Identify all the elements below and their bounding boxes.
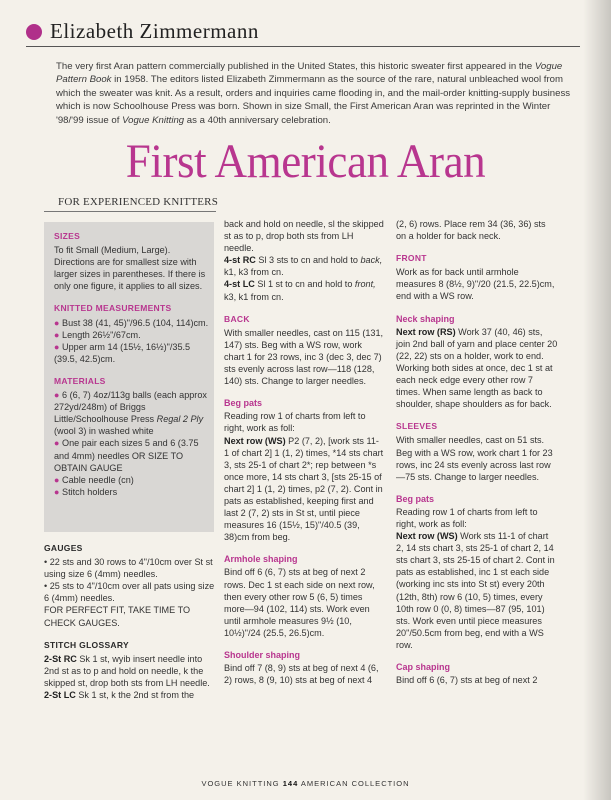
page-footer [0, 779, 611, 788]
measurement-item: ● Length 26½"/67cm. [54, 329, 141, 340]
author-header [20, 18, 580, 48]
gauge-item: • 22 sts and 30 rows to 4"/10cm over St st using size 6 (4mm) needles. [44, 557, 213, 580]
gauges-heading: GAUGES [44, 543, 83, 553]
glossary-4lc: 4-st LC Sl 1 st to cn and hold to front, k3, k1 from cn. [224, 279, 376, 302]
back-heading: BACK [224, 313, 250, 324]
measurements-heading: KNITTED MEASUREMENTS [54, 303, 172, 314]
specs-sidebar [54, 230, 210, 498]
column-2 [224, 218, 384, 686]
cap-heading: Cap shaping [396, 662, 451, 672]
material-item: ● One pair each sizes 5 and 6 (3.75 and 4mm) needles OR SIZE TO OBTAIN GAUGE [54, 438, 199, 473]
gauge-note: FOR PERFECT FIT, TAKE TIME TO CHECK GAUGES. [44, 605, 191, 628]
measurement-item: ● Bust 38 (41, 45)"/96.5 (104, 114)cm. [54, 317, 209, 328]
sleeve-beg-pats-text: Reading row 1 of charts from left to right, work as foll: [396, 506, 538, 529]
shoulder-continued: (2, 6) rows. Place rem 34 (36, 36) sts on a holder for back neck. [396, 219, 546, 242]
materials-heading: MATERIALS [54, 375, 106, 386]
armhole-heading: Armhole shaping [224, 554, 298, 565]
sizes-heading: SIZES [54, 231, 81, 241]
material-item: ● 6 (6, 7) 4oz/113g balls (each approx 272yd/248m) of Briggs Little/Schoolhouse Press Regal 2 Ply (wool 3) in washed white [54, 390, 207, 437]
sizes-text: To fit Small (Medium, Large). Directions are for smallest size with larger sizes in parentheses. If there is only one figure, it applies to all sizes. [54, 245, 206, 292]
skill-level-rule [44, 211, 216, 212]
gauges-glossary-section [44, 542, 216, 701]
skill-level: FOR EXPERIENCED KNITTERS [58, 196, 219, 208]
header-bullet-dot [26, 24, 42, 40]
front-text: Work as for back until armhole measures 8 (8½, 9)"/20 (21.5, 22.5)cm, end with a WS row. [396, 267, 555, 302]
glossary-4rc: 4-st RC Sl 3 sts to cn and hold to back, k1, k3 from cn. [224, 255, 383, 278]
page-gutter-shadow [583, 0, 611, 800]
intro-paragraph: The very first Aran pattern commercially published in the United States, this historic sweater first appeared in the Vogue Pattern Book in 1958. The editors listed Elizabeth Zimmermann as the source of the rare, natural unbleached wool from which the sweater was knit. As a result, orders and inquiries came flooding in, and the mail-order knitting-supply business which is now Schoolhouse Press was born. Shown in size Small, the First American Aran was reprinted in the Winter '98/'99 issue of Vogue Knitting as a 40th anniversary celebration. [56, 61, 571, 126]
glossary-lc: 2-St LC Sk 1 st, k the 2nd st from the [44, 690, 195, 701]
front-heading: FRONT [396, 253, 427, 264]
beg-pats-row: Next row (WS) P2 (7, 2), [work sts 11-1 of chart 2] 1 (1, 2) times, *14 sts chart 3, sts 25-1 of chart 2*; rep between *s once more, 14 sts chart 3, [sts 25-15 of chart 2] 1 (1, 2) times, p2 (7, 2). Cont in pats as established, keeping first and last 2 (7, 2) sts in St st, until piece measures 16 (15½, 15)"/40.5 (39, 38)cm from beg. [224, 435, 384, 543]
back-text: With smaller needles, cast on 115 (131, 147) sts. Beg with a WS row, work chart 1 for 23 rows, inc 3 (dec 3, dec 7) sts evenly across last row—118 (128, 140) sts. Change to larger needles. [224, 327, 384, 387]
sleeves-text: With smaller needles, cast on 51 sts. Beg with a WS row, work chart 1 for 23 rows, inc 24 sts evenly across last row—75 sts. Change to larger needles. [396, 435, 553, 482]
footer-magazine: VOGUE KNITTING [201, 779, 280, 788]
author-name: Elizabeth Zimmermann [50, 19, 259, 43]
material-item: ● Cable needle (cn) [54, 474, 134, 485]
glossary-lc-continued: back and hold on needle, sl the skipped st as to p, drop both sts from LH needle. [224, 219, 384, 254]
footer-collection: AMERICAN COLLECTION [300, 779, 410, 788]
measurement-item: ● Upper arm 14 (15½, 16½)"/35.5 (39.5, 42.5)cm. [54, 341, 191, 364]
page-number: 144 [282, 779, 299, 788]
shoulder-heading: Shoulder shaping [224, 650, 301, 660]
glossary-rc: 2-St RC Sk 1 st, wyib insert needle into 2nd st as to p and hold on needle, k the skipped st, drop both sts from LH needle. [44, 653, 210, 688]
beg-pats-heading: Beg pats [224, 398, 263, 409]
pattern-title: First American Aran [125, 135, 486, 188]
header-rule [26, 46, 580, 47]
armhole-text: Bind off 6 (6, 7) sts at beg of next 2 rows. Dec 1 st each side on next row, then every other row 5 (6, 5) times more—94 (102, 114) sts. Work even until armhole measures 9½ (10, 10½)"/24 (25.5, 26.5)cm. [224, 567, 375, 638]
gauge-item: • 25 sts to 4"/10cm over all pats using size 6 (4mm) needles. [44, 581, 215, 604]
sleeves-heading: SLEEVES [396, 421, 438, 432]
shoulder-text: Bind off 7 (8, 9) sts at beg of next 4 (6, 2) rows, 8 (9, 10) sts at beg of next 4 [224, 663, 379, 686]
glossary-heading: STITCH GLOSSARY [44, 639, 129, 650]
sleeve-beg-pats-heading: Beg pats [396, 493, 435, 504]
material-item: ● Stitch holders [54, 486, 118, 497]
cap-text: Bind off 6 (6, 7) sts at beg of next 2 [396, 675, 538, 686]
neck-heading: Neck shaping [396, 313, 455, 324]
column-3 [396, 218, 558, 686]
neck-text: Next row (RS) Work 37 (40, 46) sts, join 2nd ball of yarn and place center 20 (22, 22) sts on a holder, work to end. Working both sides at once, dec 1 st at each neck edge every other row 7 times. When same length as back to shoulder, shape shoulders as for back. [396, 326, 558, 410]
beg-pats-text: Reading row 1 of charts from left to right, work as foll: [224, 411, 366, 434]
sleeve-beg-pats-row: Next row (WS) Work sts 11-1 of chart 2, 14 sts chart 3, sts 25-1 of chart 2, 14 sts chart 3, sts 25-15 of chart 2. Cont in pats as established, inc 1 st each side (working inc sts into St st) every 20th (12th, 8th) row 6 (10, 5) times, every 10th row 0 (0, 8) times—87 (95, 101) sts. Work even until piece measures 20"/50.5cm from beg, end with a WS row. [396, 531, 555, 650]
